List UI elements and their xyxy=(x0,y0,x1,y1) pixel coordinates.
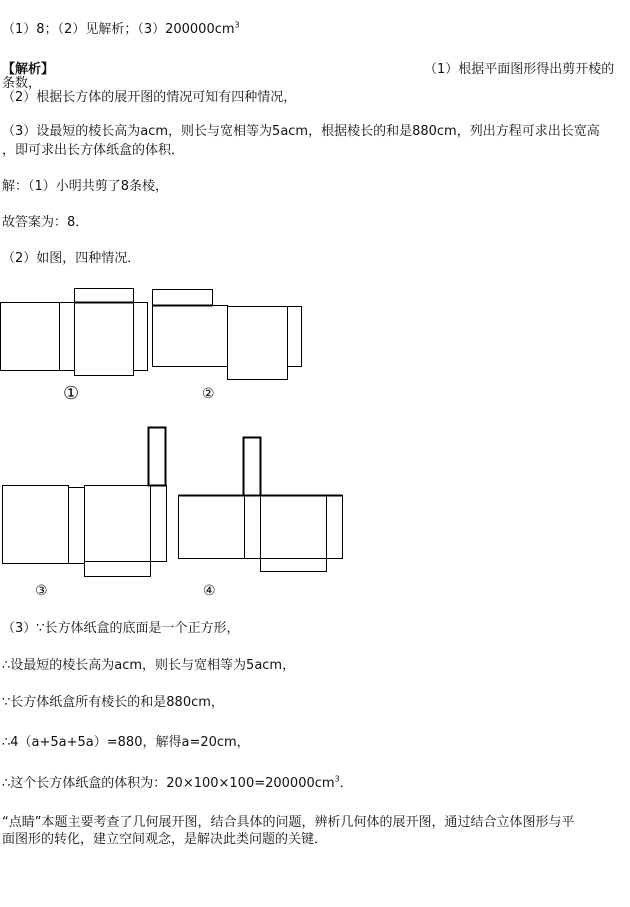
analysis-part2: （2）根据长方体的展开图的情况可知有四种情况， xyxy=(2,90,297,105)
solution-step3: （2）如图，四种情况． xyxy=(2,251,141,266)
solution-step7: ∴4（a+5a+5a）=880，解得a=20cm， xyxy=(2,735,250,750)
net-2 xyxy=(153,290,302,380)
answer-superscript: 3 xyxy=(234,20,240,30)
volume-superscript: 3 xyxy=(334,774,340,784)
analysis-part3-line2: ，即可求出长方体纸盒的体积． xyxy=(2,143,185,158)
net-label-2: ② xyxy=(202,386,215,402)
net-4 xyxy=(179,438,343,572)
net-1 xyxy=(1,289,148,376)
answer-text: （1）8；（2）见解析；（3）200000cm xyxy=(2,22,235,37)
net-label-3: ③ xyxy=(35,583,48,599)
comment-line1: “点睛”本题主要考查了几何展开图，结合具体的问题，辨析几何体的展开图，通过结合立体图形与平 xyxy=(2,815,575,830)
solution-step8 xyxy=(2,776,353,791)
net-3 xyxy=(3,428,167,577)
analysis-part1-continued: 条数， xyxy=(2,76,42,91)
analysis-part1: （1）根据平面图形得出剪开棱的 xyxy=(424,62,615,77)
net-label-1: ① xyxy=(63,383,80,404)
analysis-tag: 【解析】 xyxy=(2,62,55,77)
solution-step2: 故答案为：8． xyxy=(2,215,89,230)
volume-text: ∴这个长方体纸盒的体积为：20×100×100=200000cm xyxy=(2,776,335,791)
solution-step4: （3）∵长方体纸盒的底面是一个正方形， xyxy=(2,621,240,636)
solution-step5: ∴设最短的棱长高为acm，则长与宽相等为5acm， xyxy=(2,658,296,673)
solution-step1: 解：（1）小明共剪了8条棱， xyxy=(2,179,169,194)
analysis-part3-line1: （3）设最短的棱长高为acm，则长与宽相等为5acm，根据棱长的和是880cm，列出方程可求出长宽高 xyxy=(2,124,600,139)
comment-line2: 面图形的转化，建立空间观念，是解决此类问题的关键． xyxy=(2,832,328,847)
net-label-4: ④ xyxy=(203,583,216,599)
solution-step6: ∵长方体纸盒所有棱长的和是880cm， xyxy=(2,695,224,710)
volume-end: ． xyxy=(339,776,353,791)
